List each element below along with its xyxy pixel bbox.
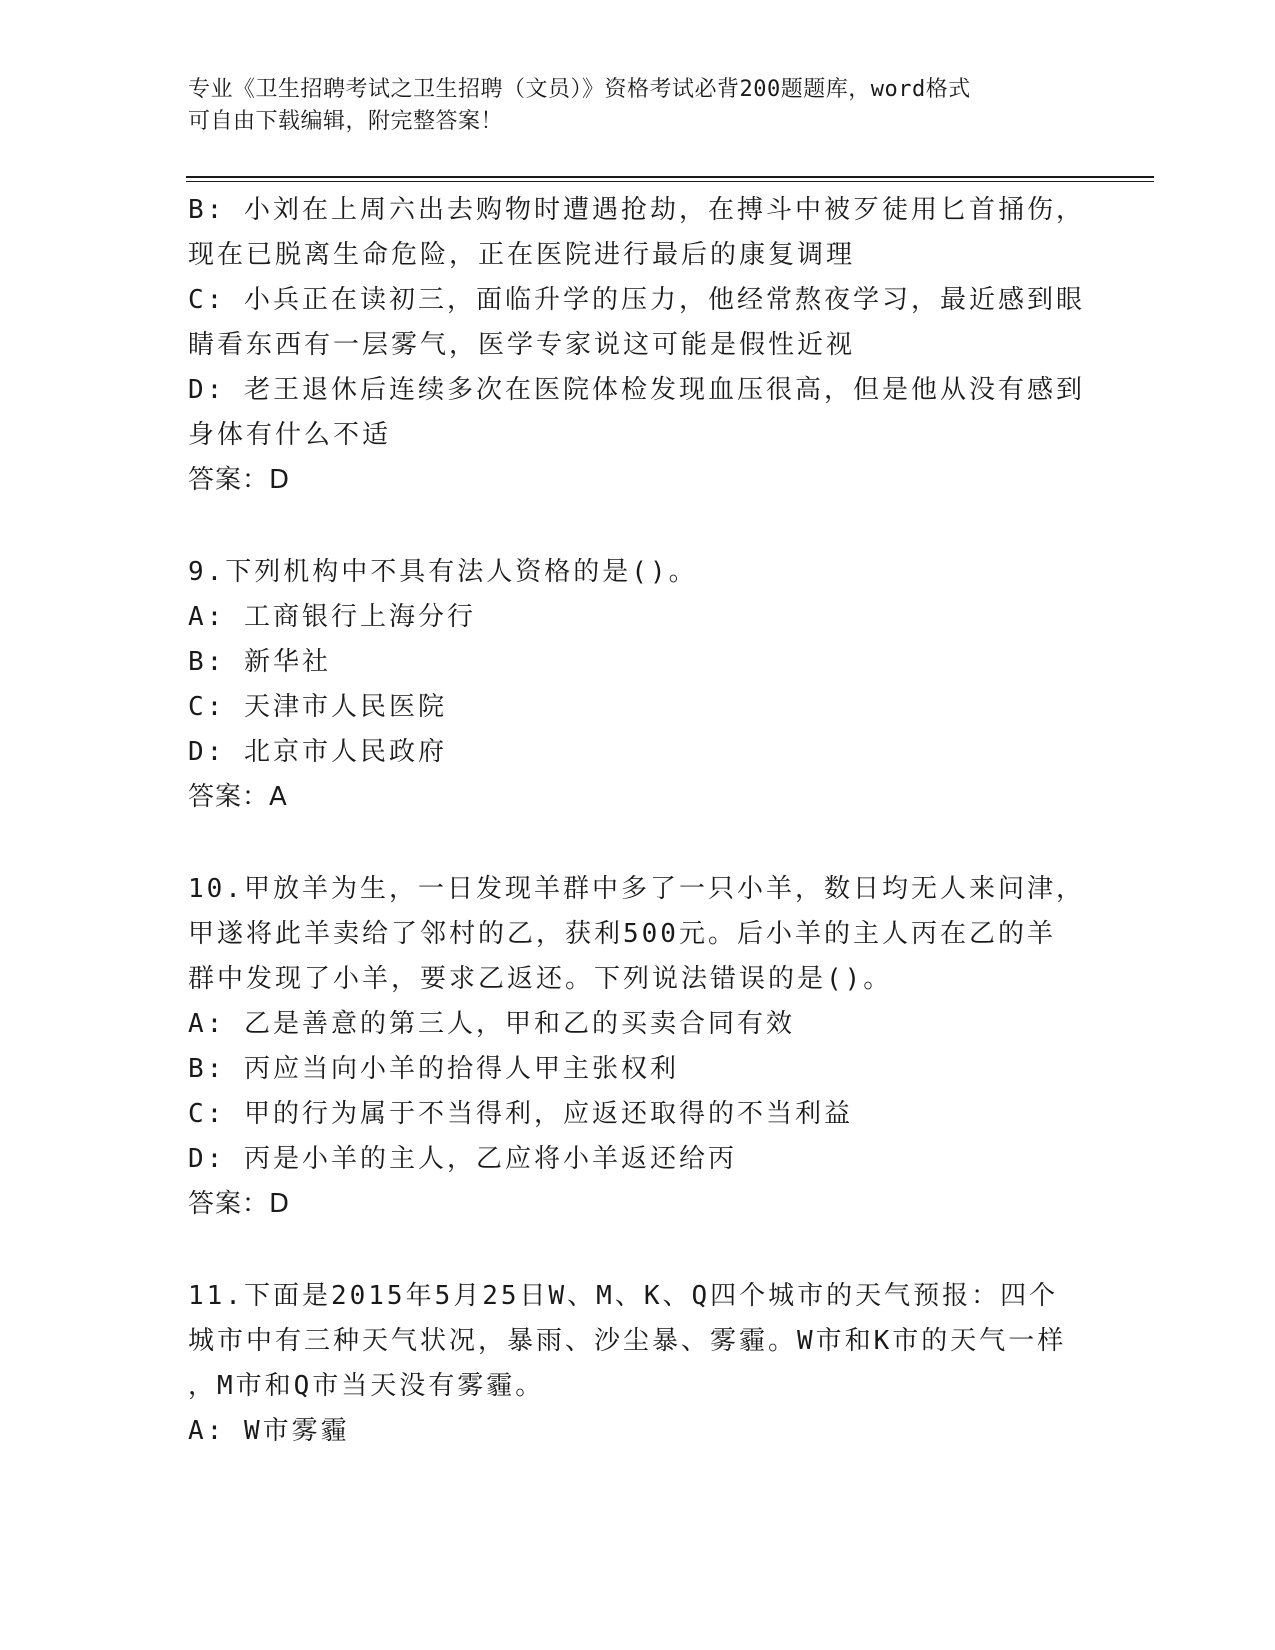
- q10-option-d: D: 丙是小羊的主人，乙应将小羊返还给丙: [188, 1144, 737, 1174]
- page-header: [188, 74, 1088, 138]
- spacer: [188, 1227, 1088, 1274]
- header-title-line-1: 专业《卫生招聘考试之卫生招聘（文员）》资格考试必背200题题库，word格式: [188, 77, 971, 102]
- q8-option-d-line-1: D: 老王退休后连续多次在医院体检发现血压很高，但是他从没有感到: [188, 375, 1085, 405]
- q9-option-b: B: 新华社: [188, 647, 331, 677]
- spacer: [188, 503, 1088, 550]
- q10-option-c: C: 甲的行为属于不当得利，应返还取得的不当利益: [188, 1099, 853, 1129]
- q9-answer: 答案：A: [188, 782, 288, 812]
- q8-option-b-line-1: B: 小刘在上周六出去购物时遭遇抢劫，在搏斗中被歹徒用匕首捅伤，: [188, 195, 1085, 225]
- q10-question-line-1: 10.甲放羊为生，一日发现羊群中多了一只小羊，数日均无人来问津，: [188, 874, 1085, 904]
- q10-option-a: A: 乙是善意的第三人，甲和乙的买卖合同有效: [188, 1009, 795, 1039]
- spacer: [188, 820, 1088, 867]
- q10-question-line-2: 甲遂将此羊卖给了邻村的乙，获利500元。后小羊的主人丙在乙的羊: [188, 919, 1056, 949]
- q11-option-a: A: W市雾霾: [188, 1416, 350, 1446]
- q9-question: 9.下列机构中不具有法人资格的是()。: [188, 557, 698, 587]
- question-11: [188, 1274, 1088, 1454]
- document-body: [188, 188, 1088, 1454]
- header-title-line-2: 可自由下载编辑，附完整答案！: [188, 109, 504, 134]
- q9-option-c: C: 天津市人民医院: [188, 692, 447, 722]
- q8-option-c-line-2: 睛看东西有一层雾气，医学专家说这可能是假性近视: [188, 330, 856, 360]
- q10-question-line-3: 群中发现了小羊，要求乙返还。下列说法错误的是()。: [188, 964, 893, 994]
- question-9: [188, 550, 1088, 820]
- question-8: [188, 188, 1088, 503]
- q11-question-line-1: 11.下面是2015年5月25日W、M、K、Q四个城市的天气预报：四个: [188, 1281, 1059, 1311]
- q8-answer: 答案：D: [188, 465, 291, 495]
- q11-question-line-2: 城市中有三种天气状况，暴雨、沙尘暴、雾霾。W市和K市的天气一样: [188, 1326, 1067, 1356]
- q8-option-c-line-1: C: 小兵正在读初三，面临升学的压力，他经常熬夜学习，最近感到眼: [188, 285, 1085, 315]
- q10-option-b: B: 丙应当向小羊的拾得人甲主张权利: [188, 1054, 679, 1084]
- question-10: [188, 867, 1088, 1227]
- q8-option-b-line-2: 现在已脱离生命危险，正在医院进行最后的康复调理: [188, 240, 856, 270]
- header-divider-thin: [186, 181, 1154, 182]
- q8-option-d-line-2: 身体有什么不适: [188, 420, 392, 450]
- q11-question-line-3: ，M市和Q市当天没有雾霾。: [188, 1371, 545, 1401]
- header-divider-thick: [186, 176, 1154, 178]
- q9-option-a: A: 工商银行上海分行: [188, 602, 476, 632]
- q9-option-d: D: 北京市人民政府: [188, 737, 447, 767]
- q10-answer: 答案：D: [188, 1189, 291, 1219]
